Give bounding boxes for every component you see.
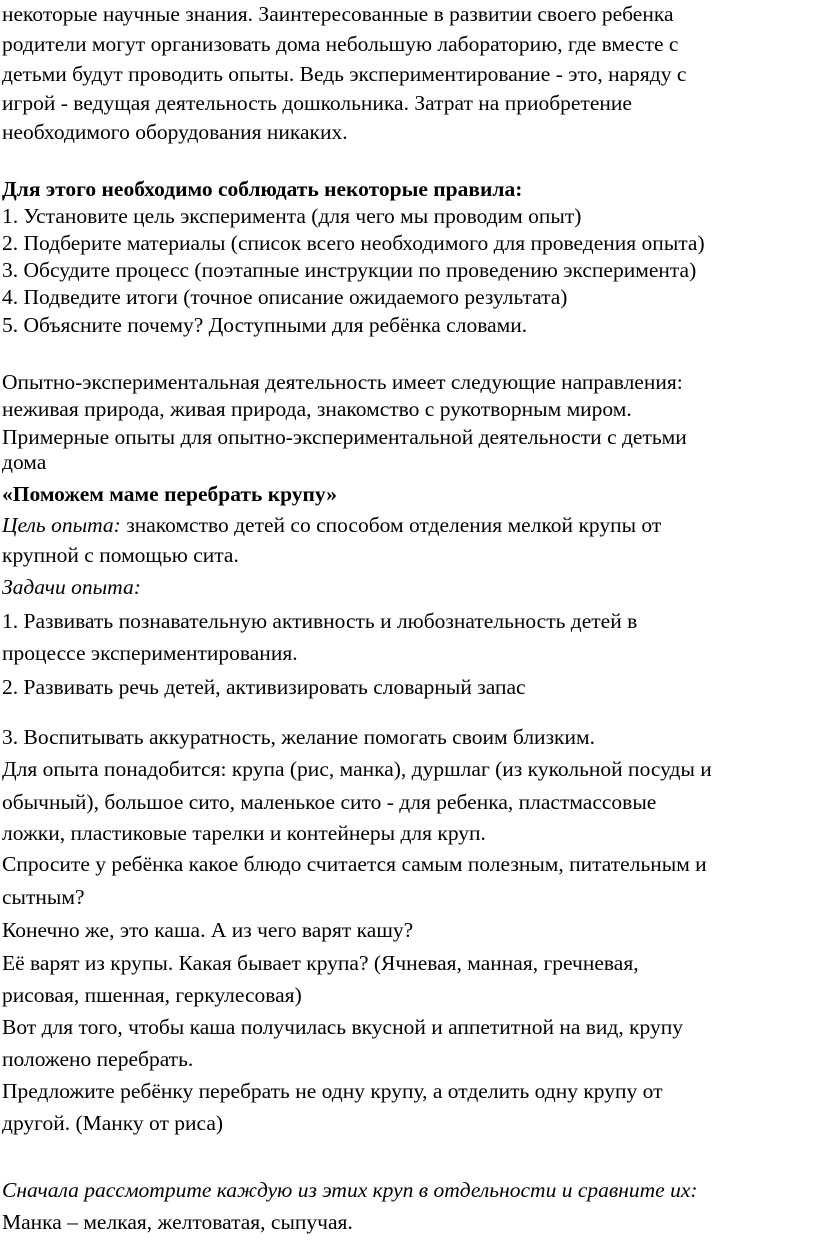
- task-item: 2. Развивать речь детей, активизировать словарный запас: [2, 675, 526, 699]
- rule-item: 1. Установите цель эксперимента (для чего мы проводим опыт): [2, 204, 582, 228]
- closing-line: Манка – мелкая, желтоватая, сыпучая.: [2, 1210, 353, 1234]
- body-line: обычный), большое сито, маленькое сито - для ребенка, пластмассовые: [2, 790, 657, 814]
- rules-heading: Для этого необходимо соблюдать некоторые правила:: [2, 177, 523, 201]
- intro-line: игрой - ведущая деятельность дошкольника. Затрат на приобретение: [2, 91, 632, 115]
- goal-line: [2, 515, 661, 537]
- body-line: Вот для того, чтобы каша получилась вкусной и аппетитной на вид, крупу: [2, 1015, 684, 1039]
- body-line: Предложите ребёнку перебрать не одну крупу, а отделить одну крупу от: [2, 1079, 663, 1103]
- rule-item: 5. Объясните почему? Доступными для ребёнка словами.: [2, 313, 528, 337]
- experiment-title: «Поможем маме перебрать крупу»: [2, 482, 337, 506]
- intro-line: необходимого оборудования никаких.: [2, 120, 348, 144]
- goal-label: Цель опыта:: [2, 513, 121, 537]
- body-line: другой. (Манку от риса): [2, 1111, 224, 1135]
- body-line: рисовая, пшенная, геркулесовая): [2, 983, 302, 1007]
- intro-line: некоторые научные знания. Заинтересованные в развитии своего ребенка: [2, 2, 674, 26]
- goal-line-2: крупной с помощью сита.: [2, 543, 239, 567]
- body-line: Спросите у ребёнка какое блюдо считается самым полезным, питательным и: [2, 852, 707, 876]
- intro-line: детьми будут проводить опыты. Ведь экспериментирование - это, наряду с: [2, 62, 687, 86]
- rule-item: 2. Подберите материалы (список всего необходимого для проведения опыта): [2, 231, 705, 255]
- task-item: процессе экспериментирования.: [2, 641, 298, 665]
- task-item: 1. Развивать познавательную активность и любознательность детей в: [2, 609, 638, 633]
- directions-line: Опытно-экспериментальная деятельность имеет следующие направления:: [2, 370, 683, 394]
- directions-line: Примерные опыты для опытно-экспериментальной деятельности с детьми: [2, 425, 687, 449]
- tasks-label: Задачи опыта:: [2, 575, 141, 599]
- rule-item: 3. Обсудите процесс (поэтапные инструкции по проведению эксперимента): [2, 258, 697, 282]
- rule-item: 4. Подведите итоги (точное описание ожидаемого результата): [2, 285, 568, 309]
- directions-line: дома: [2, 450, 47, 474]
- body-line: Для опыта понадобится: крупа (рис, манка), дуршлаг (из кукольной посуды и: [2, 757, 712, 781]
- body-line: ложки, пластиковые тарелки и контейнеры для круп.: [2, 821, 486, 845]
- italic-note: Сначала рассмотрите каждую из этих круп в отдельности и сравните их:: [2, 1178, 698, 1202]
- body-line: Её варят из крупы. Какая бывает крупа? (Ячневая, манная, гречневая,: [2, 951, 639, 975]
- body-line: сытным?: [2, 885, 85, 909]
- task-item: 3. Воспитывать аккуратность, желание помогать своим близким.: [2, 725, 595, 749]
- goal-text: знакомство детей со способом отделения мелкой крупы от: [126, 513, 662, 537]
- intro-line: родители могут организовать дома небольшую лабораторию, где вместе с: [2, 32, 679, 56]
- body-line: Конечно же, это каша. А из чего варят кашу?: [2, 918, 414, 942]
- body-line: положено перебрать.: [2, 1047, 194, 1071]
- directions-line: неживая природа, живая природа, знакомство с рукотворным миром.: [2, 397, 632, 421]
